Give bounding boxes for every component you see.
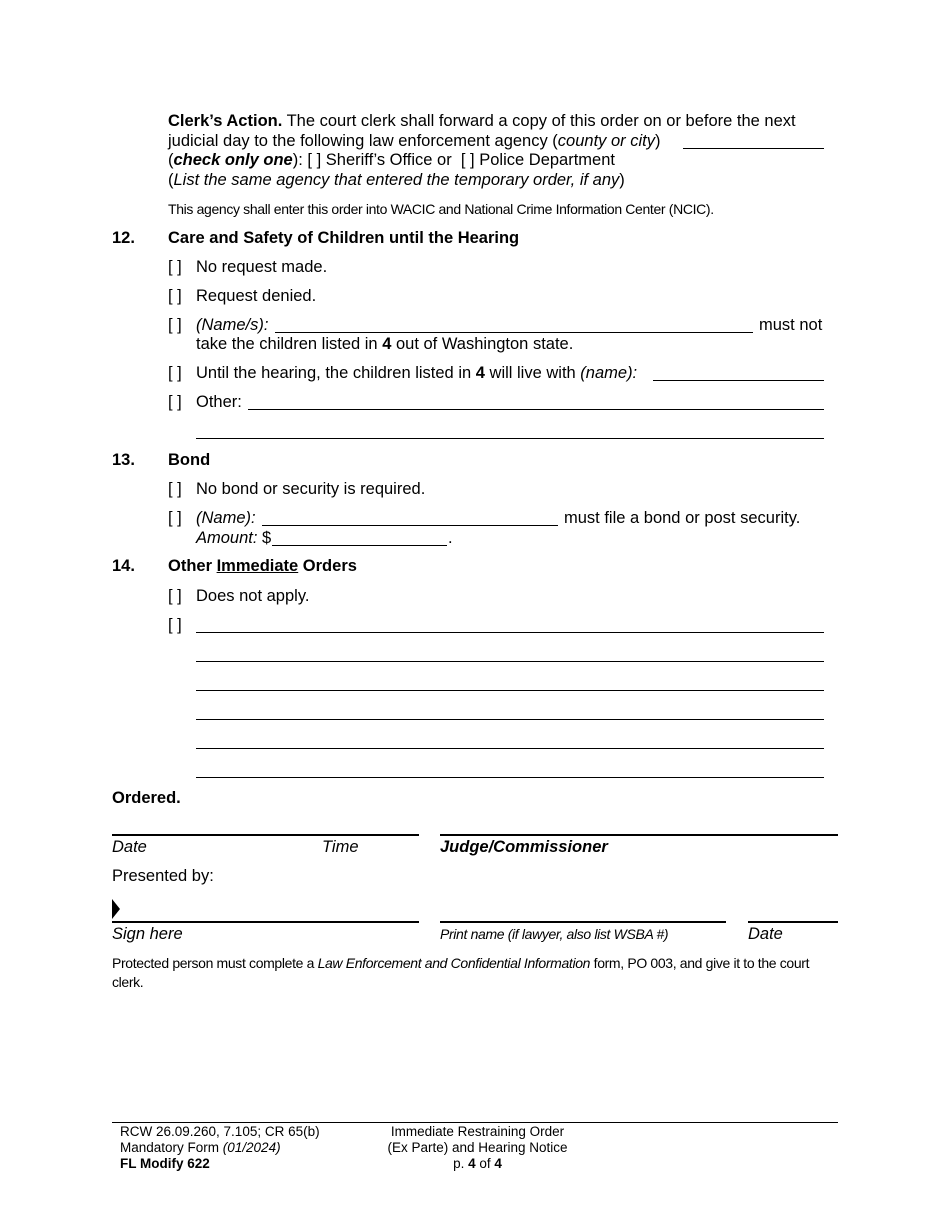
paren: ( bbox=[168, 151, 174, 169]
names-label: (Name/s): bbox=[196, 316, 269, 334]
other-orders-line-5[interactable] bbox=[196, 748, 824, 749]
amount-field[interactable] bbox=[272, 545, 447, 546]
other-orders-line-3[interactable] bbox=[196, 690, 824, 691]
no-request-label: No request made. bbox=[196, 258, 328, 276]
not-apply-checkbox[interactable]: [ ] bbox=[168, 587, 182, 605]
request-denied-label: Request denied. bbox=[196, 287, 317, 305]
clerk-action-line-2 bbox=[168, 132, 661, 151]
footer-title-2: (Ex Parte) and Hearing Notice bbox=[387, 1140, 568, 1155]
section-ref-4: 4 bbox=[475, 364, 485, 382]
county-or-city-label: county or city bbox=[557, 132, 656, 150]
amount-line bbox=[196, 529, 271, 548]
judge-label: Judge/Commissioner bbox=[440, 838, 608, 856]
paren: ) bbox=[619, 171, 625, 189]
section-ref-4: 4 bbox=[382, 335, 392, 353]
footer-center bbox=[370, 1124, 585, 1172]
title-part-a: Other bbox=[168, 557, 217, 575]
take-children-text bbox=[196, 335, 573, 354]
other-orders-line-2[interactable] bbox=[196, 661, 824, 662]
form-id: FL Modify 622 bbox=[120, 1156, 210, 1171]
notice-line-2: clerk. bbox=[112, 974, 144, 990]
notice-text-b: form, PO 003, and give it to the court bbox=[590, 955, 810, 971]
clerk-action-line-3 bbox=[168, 151, 615, 170]
live-with-field[interactable] bbox=[653, 380, 824, 381]
paren: ) bbox=[655, 132, 661, 150]
print-name-line[interactable] bbox=[440, 921, 726, 923]
names-checkbox[interactable]: [ ] bbox=[168, 316, 182, 334]
other-orders-line-1[interactable] bbox=[196, 632, 824, 633]
ncic-note: This agency shall enter this order into WACIC and National Crime Information Center (NCIC). bbox=[168, 201, 714, 217]
other-field[interactable] bbox=[248, 409, 824, 410]
other-field-line-2[interactable] bbox=[196, 438, 824, 439]
section-12-title: Care and Safety of Children until the Hearing bbox=[168, 229, 520, 247]
print-name-label: Print name (if lawyer, also list WSBA #) bbox=[440, 926, 669, 942]
other-orders-line-4[interactable] bbox=[196, 719, 824, 720]
no-request-checkbox[interactable]: [ ] bbox=[168, 258, 182, 276]
page-of: of bbox=[475, 1156, 495, 1171]
live-with-text bbox=[196, 364, 637, 383]
police-label: Police Department bbox=[479, 151, 615, 169]
page-prefix: p. bbox=[453, 1156, 469, 1171]
colon: ): bbox=[292, 151, 303, 169]
must-not-label: must not bbox=[759, 316, 823, 334]
other-orders-line-6[interactable] bbox=[196, 777, 824, 778]
police-checkbox[interactable]: [ ] bbox=[460, 151, 475, 169]
paren: ( bbox=[168, 171, 174, 189]
clerk-action-line-1 bbox=[168, 112, 796, 131]
section-13-number: 13. bbox=[112, 451, 135, 469]
take-children-b: out of Washington state. bbox=[391, 335, 574, 353]
bond-name-label: (Name): bbox=[196, 509, 256, 527]
ordered-label: Ordered. bbox=[112, 789, 181, 807]
notice-text-a: Protected person must complete a bbox=[112, 955, 318, 971]
section-12-number: 12. bbox=[112, 229, 135, 247]
judge-signature-line[interactable] bbox=[440, 834, 838, 836]
notice-form-name: Law Enforcement and Confidential Information bbox=[317, 955, 591, 971]
not-apply-label: Does not apply. bbox=[196, 587, 310, 605]
list-agency-label: List the same agency that entered the temporary order, if any bbox=[173, 171, 620, 189]
bond-name-field[interactable] bbox=[262, 525, 558, 526]
take-children-a: take the children listed in bbox=[196, 335, 383, 353]
amount-period: . bbox=[448, 529, 453, 547]
clerk-action-line-4 bbox=[168, 171, 625, 190]
date-time-signature-line[interactable] bbox=[112, 834, 419, 836]
form-date: (01/2024) bbox=[222, 1140, 281, 1155]
footer-rcw: RCW 26.09.260, 7.105; CR 65(b) bbox=[120, 1124, 320, 1139]
no-bond-checkbox[interactable]: [ ] bbox=[168, 480, 182, 498]
mandatory-label: Mandatory Form bbox=[120, 1140, 223, 1155]
footer-title-1: Immediate Restraining Order bbox=[390, 1124, 565, 1139]
page-num: 4 bbox=[468, 1156, 476, 1171]
request-denied-checkbox[interactable]: [ ] bbox=[168, 287, 182, 305]
section-13-title: Bond bbox=[168, 451, 211, 469]
check-only-one-label: check only one bbox=[173, 151, 293, 169]
footer-rule bbox=[112, 1122, 838, 1123]
name-label: (name): bbox=[580, 364, 638, 382]
section-14-title bbox=[168, 557, 357, 576]
clerk-action-text-2: judicial day to the following law enforcement agency ( bbox=[168, 132, 558, 150]
time-label: Time bbox=[322, 838, 359, 856]
presenter-date-line[interactable] bbox=[748, 921, 838, 923]
dollar-sign: $ bbox=[257, 529, 272, 547]
bond-checkbox[interactable]: [ ] bbox=[168, 509, 182, 527]
clerk-action-text: The court clerk shall forward a copy of this order on or before the next bbox=[282, 112, 796, 130]
must-file-label: must file a bond or post security. bbox=[564, 509, 801, 527]
sign-here-line[interactable] bbox=[112, 921, 419, 923]
footer-left bbox=[120, 1124, 320, 1172]
sign-here-arrow-icon bbox=[112, 899, 120, 919]
sign-here-label: Sign here bbox=[112, 925, 183, 943]
section-14-number: 14. bbox=[112, 557, 135, 575]
other-checkbox[interactable]: [ ] bbox=[168, 393, 182, 411]
no-bond-label: No bond or security is required. bbox=[196, 480, 426, 498]
live-with-checkbox[interactable]: [ ] bbox=[168, 364, 182, 382]
names-field[interactable] bbox=[275, 332, 753, 333]
until-hearing-a: Until the hearing, the children listed in bbox=[196, 364, 476, 382]
notice-line-1 bbox=[112, 955, 809, 971]
presenter-date-label: Date bbox=[748, 925, 783, 943]
sheriff-label: Sheriff’s Office or bbox=[325, 151, 452, 169]
footer-mandatory bbox=[120, 1140, 320, 1156]
agency-field[interactable] bbox=[683, 148, 824, 149]
title-immediate: Immediate bbox=[216, 557, 299, 575]
sheriff-checkbox[interactable]: [ ] bbox=[307, 151, 322, 169]
page-number bbox=[370, 1156, 585, 1172]
other-orders-checkbox[interactable]: [ ] bbox=[168, 616, 182, 634]
title-part-b: Orders bbox=[298, 557, 357, 575]
presented-by-label: Presented by: bbox=[112, 867, 214, 885]
date-label: Date bbox=[112, 838, 147, 856]
other-label: Other: bbox=[196, 393, 242, 411]
amount-label: Amount: bbox=[196, 529, 258, 547]
page-total: 4 bbox=[494, 1156, 502, 1171]
until-hearing-b: will live with bbox=[484, 364, 581, 382]
clerk-action-heading: Clerk’s Action. bbox=[168, 112, 283, 130]
